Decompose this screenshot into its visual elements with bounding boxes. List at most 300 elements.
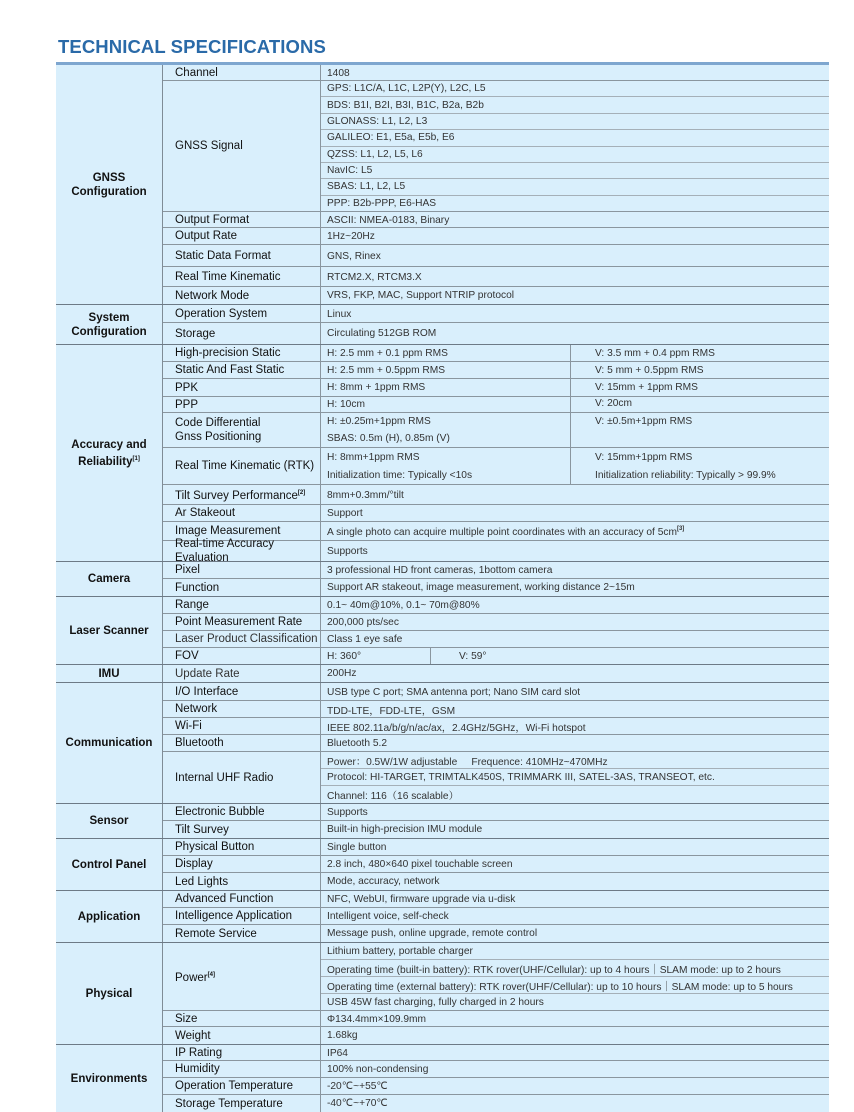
spec-value [321,228,829,244]
spec-label-text: Operation System [175,307,268,320]
spec-label [163,648,321,664]
spec-label-text: Range [175,599,209,611]
spec-value [321,413,829,447]
value-line [321,305,829,323]
value-line [321,683,829,701]
section-imu [56,665,829,683]
spec-row-channel [163,65,829,81]
value-line [321,614,829,631]
value-line [321,718,829,735]
spec-value [321,1095,829,1112]
spec-label-text: Led Lights [175,875,229,888]
category-label [56,345,162,561]
section-rows [162,943,829,1044]
value-text: GPS: L1C/A, L1C, L2P(Y), L2C, L5 [327,83,486,95]
spec-row-real-time-kinematic [163,267,829,287]
spec-value [321,597,829,613]
section-rows [162,683,829,803]
value-line [321,163,829,179]
section-application [56,891,829,943]
value-line [321,665,829,682]
category-text: Physical [85,987,133,1000]
value-line [321,856,829,873]
value-line [321,701,829,718]
spec-row-power [163,943,829,1011]
spec-value [321,839,829,855]
spec-value [321,485,829,504]
value-text: Support [327,508,363,519]
value-line: V: 20cm [595,398,632,409]
spec-row-gnss-signal [163,81,829,212]
spec-row-size [163,1011,829,1027]
value-line [321,579,829,596]
spec-label [163,614,321,630]
value-text: 2.8 inch, 480×640 pixel touchable screen [327,859,513,870]
spec-label [163,718,321,734]
value-text: USB type C port; SMA antenna port; Nano SIM card slot [327,686,581,698]
section-rows [162,562,829,596]
category-text: System Configuration [71,311,147,338]
value-line [321,323,829,344]
value-line [321,925,829,942]
footnote-marker: [1] [132,455,140,462]
spec-label-text: Storage [175,327,216,340]
section-communication [56,683,829,804]
spec-row-storage-temperature [163,1095,829,1112]
spec-label [163,65,321,80]
value-text: QZSS: L1, L2, L5, L6 [327,148,423,160]
value-line [321,597,829,614]
value-text: IP64 [327,1047,348,1059]
spec-label-text: Advanced Function [175,893,274,905]
spec-label [163,413,321,447]
spec-value [321,522,829,540]
value-line [321,1095,829,1112]
spec-value [321,267,829,286]
h-v-split [321,362,829,378]
value-line [321,147,829,163]
spec-value [321,683,829,700]
vertical-value [571,397,829,412]
spec-value [321,1061,829,1077]
spec-label [163,683,321,700]
spec-label [163,305,321,322]
footnote-marker: [2] [297,490,306,496]
spec-label-text: Bluetooth [175,737,224,749]
spec-row-network [163,701,829,718]
spec-label-text: PPK [175,381,199,394]
spec-label [163,1027,321,1044]
value-text: Supports [327,807,368,818]
category-label [56,597,162,664]
horizontal-value [321,362,571,378]
spec-label-text: Display [175,858,213,870]
spec-row-humidity [163,1061,829,1078]
spec-label-text: Network [175,703,218,715]
value-text: NFC, WebUI, firmware upgrade via u-disk [327,894,516,905]
value-line [321,943,829,960]
value-text: USB 45W fast charging, fully charged in 2 hours [327,997,544,1008]
spec-value [321,379,829,396]
value-line: V: ±0.5m+1ppm RMS [595,416,693,427]
value-text: -20℃~+55℃ [327,1081,388,1092]
value-line [321,541,829,561]
section-system-configuration [56,305,829,345]
spec-row-operation-system [163,305,829,323]
spec-label [163,839,321,855]
value-text: 200,000 pts/sec [327,617,399,628]
spec-label-text: Remote Service [175,927,257,940]
spec-row-advanced-function [163,891,829,908]
section-accuracy-and-reliability [56,345,829,562]
category-label [56,839,162,890]
value-line: V: 59° [459,650,487,662]
value-text: Intelligent voice, self-check [327,911,449,922]
spec-label-text: Update Rate [175,667,240,680]
value-text: Operating time (built-in battery): RTK rover(UHF/Cellular): up to 4 hours｜SLAM mode: up to 2 hours [327,964,781,976]
value-text: RTCM2.X, RTCM3.X [327,271,422,283]
section-rows [162,305,829,344]
spec-label [163,752,321,803]
value-line [321,522,829,541]
vertical-value [571,448,829,484]
spec-label-text: Intelligence Application [175,910,292,922]
spec-label [163,908,321,924]
value-text: ASCII: NMEA-0183, Binary [327,214,450,226]
spec-label [163,362,321,378]
spec-row-tilt-survey-performance [163,485,829,505]
spec-value [321,448,829,484]
spec-label [163,1078,321,1094]
section-laser-scanner [56,597,829,665]
value-line: SBAS: 0.5m (H), 0.85m (V) [327,433,450,444]
value-line: Initialization time: Typically <10s [327,469,473,481]
value-line [595,433,829,444]
value-line: H: 10cm [327,399,365,410]
category-label [56,305,162,344]
value-line [321,752,829,769]
value-text: Mode, accuracy, network [327,876,440,887]
spec-row-static-data-format [163,245,829,267]
spec-label [163,665,321,682]
spec-value [321,943,829,1010]
spec-label-text: Wi-Fi [175,720,202,732]
spec-value [321,804,829,820]
spec-row-fov [163,648,829,664]
spec-value [321,648,829,664]
category-text: Control Panel [71,858,147,871]
section-rows [162,665,829,682]
value-line: H: 2.5 mm + 0.1 ppm RMS [327,347,448,359]
value-line [321,130,829,146]
spec-value [321,562,829,578]
value-line [321,1078,829,1095]
spec-label [163,579,321,596]
spec-row-real-time-accuracy-evaluation [163,538,829,564]
spec-label [163,267,321,286]
value-text: 3 professional HD front cameras, 1bottom camera [327,565,553,576]
spec-row-network-mode [163,287,829,304]
spec-row-ip-rating [163,1045,829,1061]
spec-label-text: Real-time Accuracy Evaluation [175,538,275,564]
value-line [321,786,829,803]
horizontal-value [321,397,571,412]
spec-value [321,505,829,521]
category-label [56,804,162,838]
category-label [56,943,162,1044]
spec-label [163,323,321,344]
spec-label-text: Power[4] [175,972,215,984]
spec-label-text: Pixel [175,564,200,576]
spec-value [321,1027,829,1044]
spec-label-text: Output Format [175,213,250,226]
category-text: Communication [65,737,153,749]
spec-value [321,1078,829,1094]
category-label [56,665,162,682]
spec-row-display [163,856,829,873]
spec-label-text: Ar Stakeout [175,507,236,519]
spec-label-text: Physical Button [175,841,255,853]
spec-label-text: Channel [175,66,218,79]
footnote-marker: [4] [207,972,215,978]
value-line [321,735,829,752]
category-text: Accuracy and Reliability[1] [71,438,147,468]
value-line [321,485,829,505]
value-text: SBAS: L1, L2, L5 [327,181,406,193]
spec-row-output-rate [163,228,829,245]
value-line [321,821,829,838]
spec-value [321,1011,829,1026]
value-text: Lithium battery, portable charger [327,945,473,957]
spec-label-text: Output Rate [175,230,238,242]
category-text: GNSS Configuration [71,171,147,198]
spec-value [321,614,829,630]
spec-label [163,597,321,613]
spec-value [321,631,829,647]
spec-label [163,81,321,211]
value-line [321,245,829,267]
spec-row-bluetooth [163,735,829,752]
value-line [321,769,829,786]
value-line: H: 8mm + 1ppm RMS [327,382,426,393]
spec-value [321,925,829,942]
h-v-split [321,379,829,396]
value-text: Supports [327,545,368,557]
section-rows [162,891,829,942]
value-line: H: 2.5 mm + 0.5ppm RMS [327,364,446,376]
spec-label [163,856,321,872]
value-line [321,65,829,81]
h-v-split [321,413,829,447]
value-line: V: 5 mm + 0.5ppm RMS [595,364,704,376]
spec-label [163,562,321,578]
section-rows [162,597,829,664]
value-line [321,977,829,994]
value-text: PPP: B2b-PPP, E6-HAS [327,198,437,210]
spec-row-laser-product-classification [163,631,829,648]
spec-label [163,448,321,484]
spec-value [321,345,829,361]
spec-label [163,804,321,820]
value-line [321,804,829,821]
value-text: IEEE 802.11a/b/g/n/ac/ax，2.4GHz/5GHz，Wi-Fi hotspot [327,723,586,734]
value-line [321,1045,829,1061]
spec-row-range [163,597,829,614]
spec-row-high-precision-static [163,345,829,362]
value-line [321,562,829,579]
spec-row-point-measurement-rate [163,614,829,631]
value-text: Operating time (external battery): RTK rover(UHF/Cellular): up to 10 hours｜SLAM mode: up to 5 hours [327,981,793,993]
value-text: Channel: 116（16 scalable） [327,791,459,802]
spec-label [163,287,321,304]
spec-label [163,821,321,838]
section-rows [162,839,829,890]
spec-label [163,925,321,942]
category-label [56,1045,162,1112]
value-text: -40℃~+70℃ [327,1098,388,1109]
spec-row-physical-button [163,839,829,856]
value-text: A single photo can acquire multiple point coordinates with an accuracy of 5cm[3] [327,525,685,538]
spec-row-weight [163,1027,829,1044]
value-line: Initialization reliability: Typically > 99.9% [595,469,776,481]
spec-label [163,873,321,890]
spec-label [163,345,321,361]
spec-value [321,1045,829,1060]
value-text: Single button [327,842,387,853]
spec-row-real-time-kinematic-rtk [163,448,829,485]
page-title: TECHNICAL SPECIFICATIONS [58,36,326,57]
section-rows [162,1045,829,1112]
category-label [56,65,162,304]
spec-label-text: FOV [175,650,199,662]
value-text: Message push, online upgrade, remote control [327,928,538,939]
value-line [321,960,829,977]
spec-label [163,631,321,647]
spec-row-wi-fi [163,718,829,735]
spec-label-text: Static And Fast Static [175,364,285,376]
spec-row-remote-service [163,925,829,942]
spec-row-pixel [163,562,829,579]
category-label [56,683,162,803]
spec-label [163,943,321,1010]
value-line: V: 15mm + 1ppm RMS [595,382,698,393]
spec-row-storage [163,323,829,344]
spec-label-text: Network Mode [175,289,250,302]
spec-value [321,287,829,304]
spec-row-i-o-interface [163,683,829,701]
vertical-value [571,345,829,361]
value-text: Φ134.4mm×109.9mm [327,1013,427,1025]
value-line: H: ±0.25m+1ppm RMS [327,416,431,427]
value-text: Linux [327,308,352,320]
value-text: GALILEO: E1, E5a, E5b, E6 [327,132,455,144]
h-v-split [321,648,829,664]
value-text: GNS, Rinex [327,250,381,262]
spec-label [163,891,321,907]
spec-label-text: Function [175,581,220,594]
value-text: Protocol: HI-TARGET, TRIMTALK450S, TRIMMARK III, SATEL-3AS, TRANSEOT, etc. [327,771,715,783]
spec-label [163,228,321,244]
spec-label [163,245,321,266]
spec-value [321,397,829,412]
horizontal-value [321,448,571,484]
value-text: VRS, FKP, MAC, Support NTRIP protocol [327,290,515,301]
section-gnss-configuration [56,65,829,305]
spec-value [321,65,829,80]
spec-value [321,752,829,803]
value-line [321,891,829,908]
value-text: 0.1~ 40m@10%, 0.1~ 70m@80% [327,600,480,611]
spec-row-ppp [163,397,829,413]
spec-value [321,873,829,890]
value-line [321,505,829,522]
value-line [321,908,829,925]
section-control-panel [56,839,829,891]
spec-row-function [163,579,829,596]
value-line [321,873,829,890]
spec-label-text: Weight [175,1029,211,1042]
section-physical [56,943,829,1045]
horizontal-value [321,345,571,361]
spec-label [163,397,321,412]
value-text: GLONASS: L1, L2, L3 [327,115,428,127]
spec-label-text: High-precision Static [175,347,281,359]
category-text: Laser Scanner [69,624,149,637]
value-line [321,97,829,113]
spec-value [321,323,829,344]
value-text: 1.68kg [327,1030,358,1041]
spec-label-text: Code Differential Gnss Positioning [175,417,262,443]
value-text: Power：0.5W/1W adjustable Frequence: 410MHz~470MHz [327,756,608,768]
spec-label-text: Humidity [175,1063,220,1075]
value-text: Class 1 eye safe [327,634,403,645]
value-line [321,1061,829,1078]
value-line [321,267,829,287]
spec-label [163,212,321,227]
category-text: Environments [70,1072,148,1085]
spec-row-output-format [163,212,829,228]
spec-label-text: Electronic Bubble [175,806,265,818]
value-line: H: 360° [327,650,362,662]
value-line: V: 3.5 mm + 0.4 ppm RMS [595,347,715,359]
value-line [321,179,829,195]
value-line [321,1011,829,1027]
h-v-split [321,397,829,412]
section-rows [162,345,829,564]
spec-value [321,908,829,924]
spec-value [321,856,829,872]
horizontal-value [321,648,431,664]
value-line [321,228,829,245]
vertical-value [571,379,829,396]
h-v-split [321,345,829,361]
spec-value [321,665,829,682]
spec-label-text: Storage Temperature [175,1097,283,1110]
value-text: 1Hz~20Hz [327,231,375,242]
spec-label-text: Real Time Kinematic (RTK) [175,460,315,472]
spec-label-text: Tilt Survey [175,823,229,836]
value-line [321,212,829,228]
value-text: Support AR stakeout, image measurement, working distance 2~15m [327,582,635,593]
horizontal-value [321,413,571,447]
spec-label [163,1045,321,1060]
horizontal-value [321,379,571,396]
spec-label-text: Static Data Format [175,249,271,262]
category-label [56,562,162,596]
category-label [56,891,162,942]
spec-row-led-lights [163,873,829,890]
spec-row-electronic-bubble [163,804,829,821]
